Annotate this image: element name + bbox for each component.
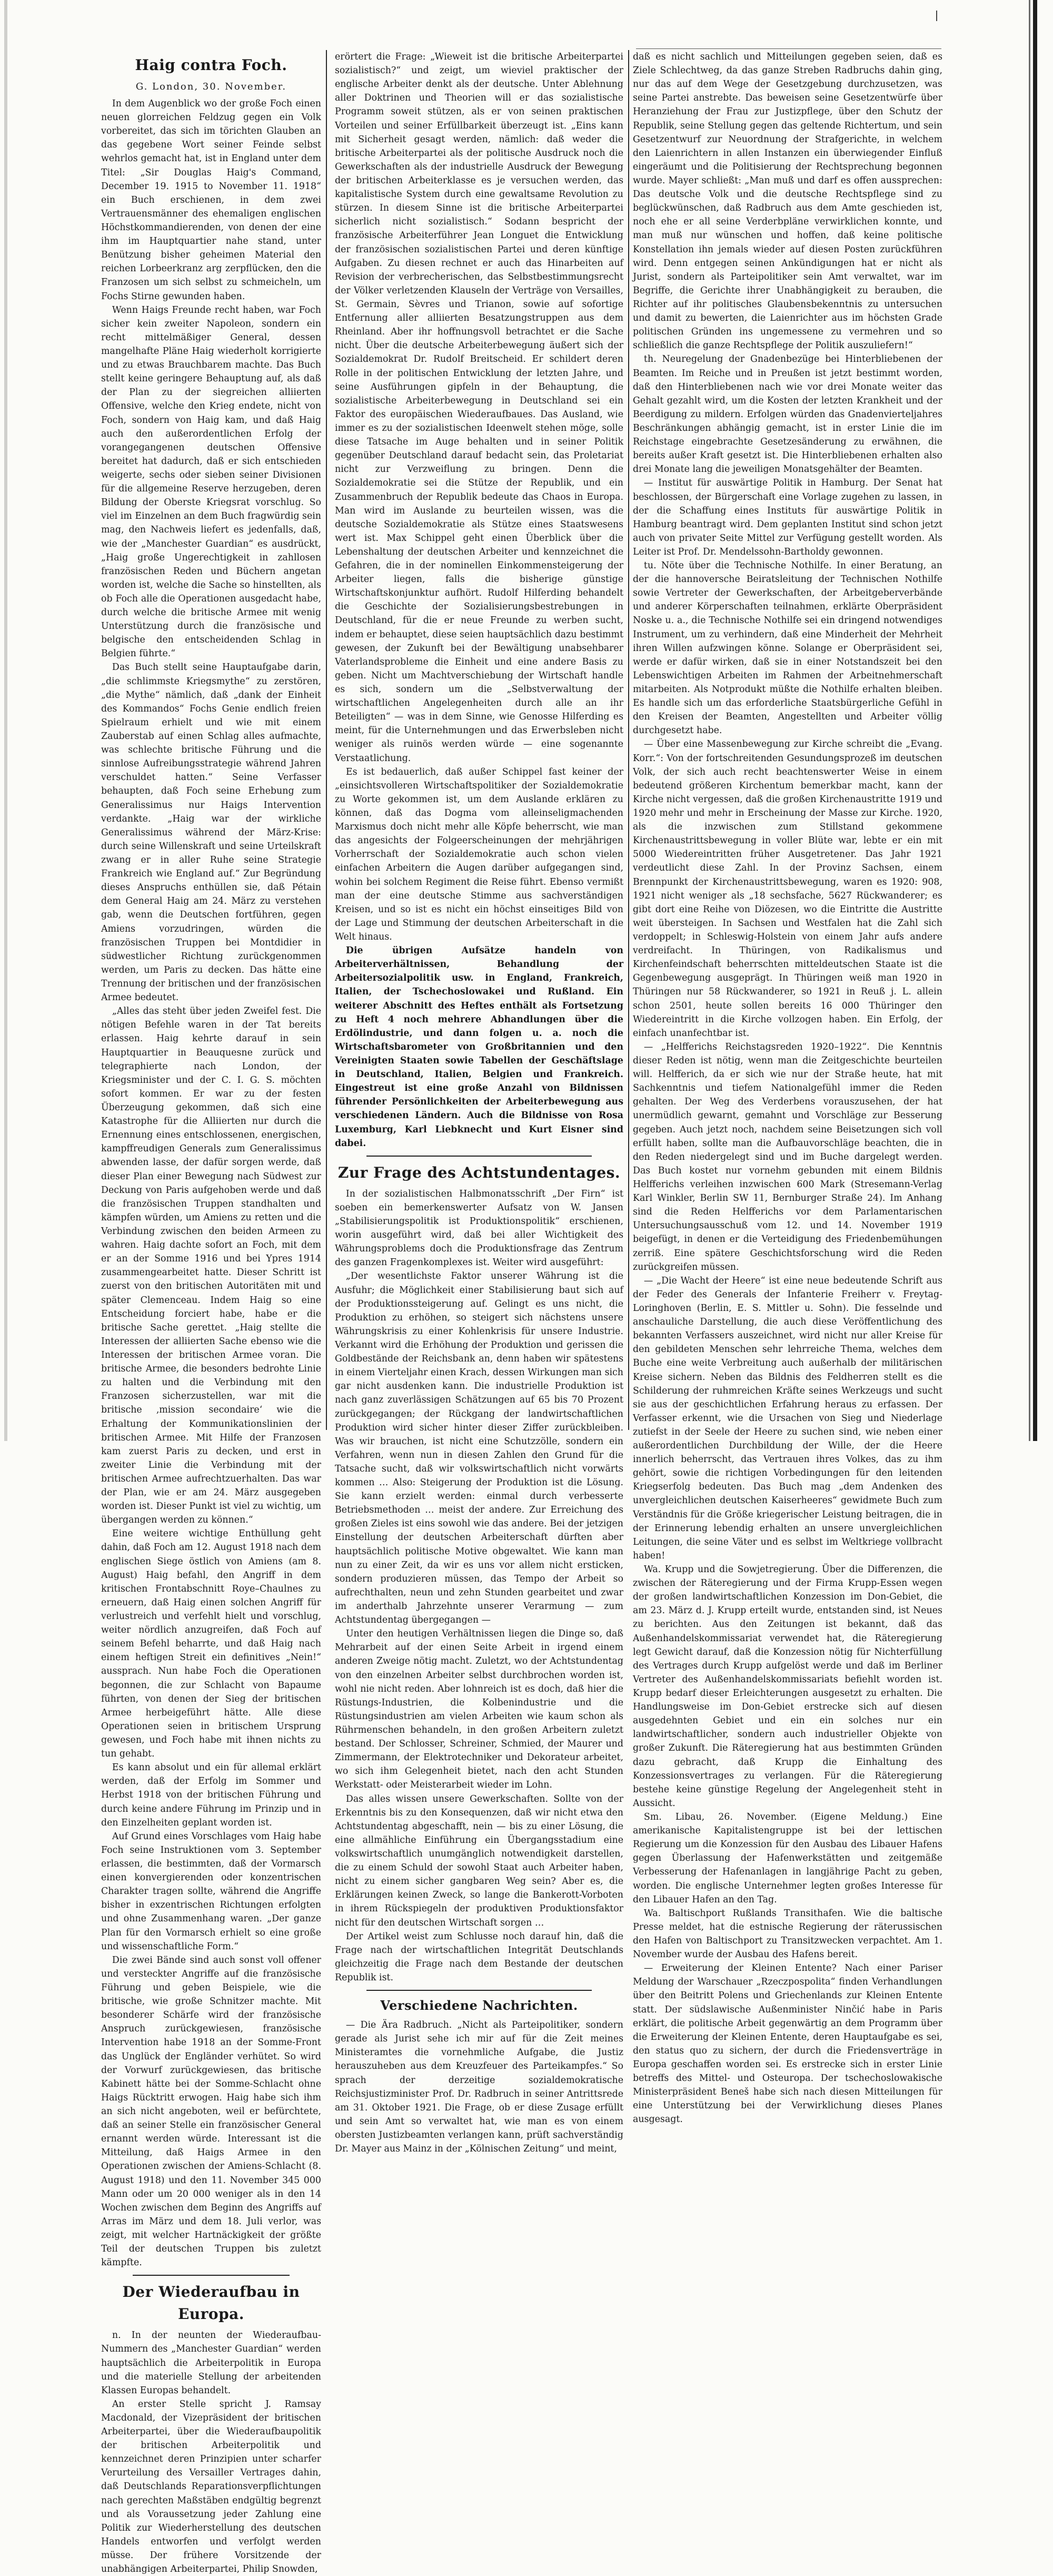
paragraph: Wenn Haigs Freunde recht haben, war Foch sicher kein zweiter Napoleon, sondern ein recht mittelmäßiger General, dessen mangelhafte Pläne Haig wiederholt korrigierte und zu etwas Brauchbarem machte. Das Buch stellt keine geringere Behauptung auf, als daß der Plan zu der siegreichen alliierten Offensive, welche den Krieg endete, nicht von Foch, sondern von Haig kam, und daß Haig auch den außerordentlichen Erfolg der vorangegangenen deutschen Offensive bereitet hat dadurch, daß er sich entschieden weigerte, sechs oder sieben seiner Divisionen für die allgemeine Reserve herzugeben, deren Bildung der Oberste Kriegsrat vorschlug. So viel im Einzelnen an dem Buch fragwürdig sein mag, den Nachweis liefert es jedenfalls, daß, wie der „Manchester Guardian“ es ausdrückt, „Haig große Ungerechtigkeit in zahllosen französischen Reden und Büchern angetan worden ist, welche die Sache so hinstellten, als ob Foch alle die Operationen ausgedacht habe, durch welche die britische Armee mit wenig Unterstützung durch die französische und belgische den entscheidenden Schlag in Belgien führte.“ xyxy=(101,304,322,659)
scan-mark xyxy=(936,11,937,21)
paragraph: Auf Grund eines Vorschlages vom Haig habe Foch seine Instruktionen vom 3. September erlassen, die bestimmten, daß der Vormarsch einen konvergierenden oder konzentrischen Charakter tragen sollte, während die Angriffe bisher in exzentrischen Richtungen erfolgten und ohne Zusammenhang waren. „Der ganze Plan für den Vormarsch erhielt so eine große und wissenschaftliche Form.“ xyxy=(101,1831,321,1952)
paragraph: daß es nicht sachlich und Mitteilungen gegeben seien, daß es Ziele Schlechtweg, da das ganze Streben Radbruchs dahin ging, nur das auf dem Wege der Gesetzgebung durchzusetzen, was seine Partei anstrebte. Das beweisen seine Gesetzentwürfe über Heranziehung der Frau zur Justizpflege, über den Schutz der Republik, seine Stellung gegen das geltende Richtertum, und sein Gesetzentwurf zur Neuordnung der Strafgerichte, in welchem den Laienrichtern in allen Instanzen ein überwiegender Einfluß eingeräumt und die Politisierung der Rechtsprechung begonnen wurde. Mayer schließt: „Man muß und darf es offen aussprechen: Das deutsche Volk und die deutsche Rechtspflege sind zu beglückwünschen, daß Radbruch aus dem Amte geschieden ist, noch ehe er all seine Verderbpläne verwirklichen konnte, und man muß nur wünschen und hoffen, daß keine politische Konstellation ihn jemals wieder auf diesen Posten zurückführen wird. Denn entgegen seinen Ankündigungen hat er nicht als Jurist, sondern als Parteipolitiker sein Amt verwaltet, war im Begriffe, die Gerichte ihrer Unabhängigkeit zu berauben, die Richter auf ihr politisches Glaubensbekenntnis zu untersuchen und damit zu bewerten, die Laienrichter aus im höchsten Grade politischen Gründen ins ungemessene zu vermehren und so schließlich die ganze Rechtspflege der Politik auszuliefern!“ xyxy=(633,52,942,351)
paragraph: Sm. Libau, 26. November. (Eigene Meldung.) Eine amerikanische Kapitalistengruppe ist bei der lettischen Regierung um die Konzession für den Ausbau des Libauer Hafens gegen Überlassung der Hafenwerkstätten und zeitgemäße Verbesserung der Hafenanlagen in langjährige Pacht zu geben, worden. Die englische Unternehmer legten großes Interesse für den Libauer Hafen an den Tag. xyxy=(633,1812,942,1905)
paragraph: Wa. Baltischport Rußlands Transithafen. Wie die baltische Presse meldet, hat die estnische Regierung der räterussischen den Hafen von Baltischport zu Transitzwecken verpachtet. Am 1. November wurde der Ausbau des Hafens bereit. xyxy=(633,1908,942,1960)
column-1 xyxy=(101,50,322,2575)
paragraph: erörtert die Frage: „Wieweit ist die britische Arbeiterpartei sozialistisch?“ und zeigt, um wieviel praktischer der englische Arbeiter denkt als der deutsche. Unter Ablehnung aller Doktrinen und Theorien will er das sozialistische Programm soweit stützen, als er von seinen praktischen Vorteilen und seiner Erfüllbarkeit überzeugt ist. „Eins kann mit Sicherheit gesagt werden, nämlich: daß weder die britische Arbeiterpartei als der politische Ausdruck noch die Gewerkschaften als der industrielle Ausdruck der Bewegung der britischen Arbeiterklasse es je versuchen werden, das kapitalistische System durch eine gewaltsame Revolution zu stürzen. In diesem Sinne ist die britische Arbeiterpartei sicherlich nicht sozialistisch.“ Sodann bespricht der französische Arbeiterführer Jean Longuet die Entwicklung der französischen sozialistischen Partei und deren künftige Aufgaben. Zu diesen rechnet er auch das Hinarbeiten auf Revision der verbrecherischen, das Selbstbestimmungsrecht der Völker verletzenden Klauseln der Verträge von Versailles, St. Germain, Sèvres und Trianon, sowie auf sofortige Entfernung aller alliierten Besatzungstruppen aus dem Rheinland. Aber ihr hoffnungsvoll betrachtet er die Sache nicht. Über die deutsche Arbeiterbewegung äußert sich der Sozialdemokrat Dr. Rudolf Breitscheid. Er schildert deren Rolle in der politischen Entwicklung der letzten Jahre, und seine Ausführungen gipfeln in der Behauptung, die sozialistische Arbeiterbewegung in Deutschland sei ein Faktor des europäischen Wiederaufbaues. Das Ausland, wie immer es zu der sozialistischen Ideenwelt stehen möge, solle diese Tatsache im Auge behalten und in seiner Politik gegenüber Deutschland darauf bedacht sein, das Proletariat nicht zur Verzweiflung zu bringen. Denn die Sozialdemokratie sei die Stütze der Republik, und ein Zusammenbruch der Republik bedeute das Chaos in Europa. Man wird im Auslande zu beurteilen wissen, was die deutsche Sozialdemokratie als Stütze eines Staatswesens wert ist. Max Schippel geht einen Überblick über die Lebenshaltung der deutschen Arbeiter und kennzeichnet die Gefahren, die in der nominellen Einkommensteigerung der Arbeiter liegen, falls die bisherige günstige Wirtschaftskonjunktur aufhört. Rudolf Hilferding behandelt die Geschichte der Sozialisierungsbestrebungen in Deutschland, für die er neue Freunde zu werben sucht, indem er behauptet, diese seien hauptsächlich dazu bestimmt gewesen, der Zukunft bei der Bewältigung unabsehbarer Vaterlandsprobleme die Einheit und eine andere Basis zu geben. Nicht um Machtverschiebung der Wirtschaft handle es sich, sondern um die „Selbstverwaltung der wirtschaftlichen Angelegenheiten durch alle an ihr Beteiligten“ — was in dem Sinne, wie Genosse Hilferding es meint, für die Unternehmungen und das Erwerbsleben nicht weniger als ruinös werden würde — eine sogenannte Verstaatlichung. xyxy=(335,52,623,764)
paragraph: Unter den heutigen Verhältnissen liegen die Dinge so, daß Mehrarbeit auf der einen Seite Arbeit in irgend einem anderen Zweige nötig macht. Zuletzt, wo der Achtstundentag von den einzelnen Arbeiter selbst durchbrochen worden ist, wohl nie nicht reden. Aber lohnreich ist es doch, daß hier die Rüstungs-Industrien, die Kolbenindustrie und die Rüstungsindustrien am vielen Arbeiten wie kaum schon als Rührmenschen behandeln, in den großen Arbeitern zuletzt bestand. Der Schlosser, Schreiner, Schmied, der Maurer und Zimmermann, der Elektrotechniker und Dekorateur arbeitet, wo sich ihm Gelegenheit bietet, nach den acht Stunden Werkstatt- oder Meisterarbeit wieder im Lohn. xyxy=(335,1628,623,1791)
column-2 xyxy=(335,50,623,2155)
article-title: Verschiedene Nachrichten. xyxy=(380,1998,578,2014)
dateline: G. London, 30. November. xyxy=(135,81,287,92)
paragraph: Die zwei Bände sind auch sonst voll offener und versteckter Angriffe auf die französische Führung und geben Beispiele, wie die britische, wie große Schnitzer machte. Mit besonderer Schärfe wird der französische Anspruch zurückgewiesen, französische Intervention habe 1918 an der Somme-Front das Unglück der Engländer verhütet. So wird der Vorwurf zurückgewiesen, das britische Kabinett hätte bei der Somme-Schlacht ohne Haigs Rücktritt erwogen. Haig habe sich ihm an sich nicht angeboten, weil er befürchtete, daß an seiner Stelle ein französischer General ernannt werden würde. Interessant ist die Mitteilung, daß Haigs Armee in den Operationen zwischen der Amiens-Schlacht (8. August 1918) und den 11. November 345 000 Mann oder um 20 000 weniger als in den 14 Wochen zwischen dem Beginn des Angriffs auf Arras im März und dem 18. Juli verlor, was zeigt, mit welcher Hartnäckigkeit der größte Teil der deutschen Truppen bis zuletzt kämpfte. xyxy=(101,1955,321,2268)
column-rule xyxy=(628,50,629,1430)
paragraph: — Erweiterung der Kleinen Entente? Nach einer Pariser Meldung der Warschauer „Rzeczpospolita“ finden Verhandlungen über den Beitritt Polens und Griechenlands zur Kleinen Entente statt. Der südslawische Außenminister Ninčić habe in Paris erklärt, die politische Arbeit gegenwärtig an dem Programm über die Erweiterung der Kleinen Entente, deren Hauptaufgabe es sei, den status quo zu sichern, der durch die Friedensverträge in Europa geschaffen worden sei. Es erstrecke sich in erster Linie betreffs des Mittel- und Osteuropa. Der tschechoslowakische Ministerpräsident Beneš habe sich nach diesen Mitteilungen für eine Unterstützung bei der Verwirklichung dieses Planes ausgesagt. xyxy=(633,1963,942,2125)
article-title: Der Wiederaufbau in Europa. xyxy=(122,2283,300,2323)
top-rule xyxy=(636,48,941,49)
paragraph: Wa. Krupp und die Sowjetregierung. Über die Differenzen, die zwischen der Räteregierung und der Firma Krupp-Essen wegen der großen landwirtschaftlichen Konzession im Don-Gebiet, die am 23. März d. J. Krupp erteilt wurde, entstanden sind, ist Neues zu berichten. Aus den Zeitungen ist bekannt, daß das Außenhandelskommissariat verwendet hat, die Räteregierung legt Gewicht darauf, daß die Konzession nötig für Nichterfüllung des Vertrages durch Krupp aufgelöst werde und daß im Berliner Vertreter des Außenhandelskommissariats befiehlt worden ist. Krupp bedarf dieser Erleichterungen ausgesetzt zu erhalten. Die Handlungsweise im Don-Gebiet erstrecke sich auf diesen ausgedehnten Gebiet und ein ein solches nur ein landwirtschaftlicher, sondern auch industrieller Objekte von großer Zukunft. Die Räteregierung hat aus bestimmten Gründen dazu gebracht, daß Krupp die Einhaltung des Konzessionsvertrages zu verlangen. Für die Räteregierung bestehe keine günstige Regelung der Angelegenheit steht in Aussicht. xyxy=(633,1564,942,1809)
scan-left-edge xyxy=(4,0,7,1441)
column-rule xyxy=(326,50,327,1430)
paragraph: th. Neuregelung der Gnadenbezüge bei Hinterbliebenen der Beamten. Im Reiche und in Preußen ist jetzt bestimmt worden, daß den Hinterbliebenen nach wie vor drei Monate weiter das Gehalt gezahlt wird, um die Kosten der letzten Krankheit und der Beerdigung zu mildern. Erfolgen würden das Gnadenvierteljahres Beschränkungen abhängig gemacht, ist in erster Linie die im Reichstage eingebrachte Gesetzesänderung zu erwähnen, die bereits außer Kraft gesetzt ist. Die Hinterbliebenen erhalten also drei Monate lang die jeweiligen Monatsgehälter der Beamten. xyxy=(633,354,942,475)
article-title: Zur Frage des Achtstundentages. xyxy=(337,1163,621,1181)
paragraph: In der sozialistischen Halbmonatsschrift „Der Firn“ ist soeben ein bemerkenswerter Aufsatz von W. Jansen „Stabilisierungspolitik ist Produktionspolitik“ erschienen, worin ausgeführt wird, daß bei aller Wichtigkeit des Währungsproblems doch die Produktionsfrage das Zentrum des ganzen Fragenkomplexes ist. Weiter wird ausgeführt: xyxy=(335,1188,623,1268)
section-divider xyxy=(366,1156,592,1157)
paragraph: Der Artikel weist zum Schlusse noch darauf hin, daß die Frage nach der wirtschaftlichen Integrität Deutschlands gleichzeitig die Frage nach dem Bestande der deutschen Republik ist. xyxy=(335,1931,623,1983)
paragraph: — „Die Wacht der Heere“ ist eine neue bedeutende Schrift aus der Feder des Generals der Infanterie Freiherr v. Freytag-Loringhoven (Berlin, E. S. Mittler u. Sohn). Die fesselnde und anschauliche Darstellung, die auch diese Veröffentlichung des bekannten Verfassers auszeichnet, wird nicht nur aller Kreise für den gebildeten Menschen sehr lehrreiche Thema, welches dem Buche eine weite Verbreitung auch außerhalb der militärischen Kreise sichern. Neben das Bildnis des Feldherren stellt es die Schilderung der ruhmreichen Kräfte seines Werkzeugs und sucht sie aus der geschichtlichen Erfahrung heraus zu erfassen. Der Verfasser erkennt, wie die Ursachen von Sieg und Niederlage zutiefst in der Seele der Heere zu suchen sind, wie neben einer außerordentlichen Durchbildung der Wille, der die Heere innerlich beherrscht, das Vertrauen ihres Volkes, das zu ihm gehört, sowie die richtigen Vorbedingungen für den leitenden Kriegserfolg bedeuten. Das Buch mag „dem Andenken des unvergleichlichen deutschen Kaiserheeres“ gewidmete Buch zum Verständnis für die Größe kriegerischer Leistung beitragen, die in der Erinnerung lebendig erhalten an unsere unvergleichlichen Leitungen, die seine Väter und es selbst im Weltkriege vollbracht haben! xyxy=(633,1275,942,1561)
paragraph: An erster Stelle spricht J. Ramsay Macdonald, der Vizepräsident der britischen Arbeiterpartei, über die Wiederaufbaupolitik der britischen Arbeiterpolitik und kennzeichnet deren Prinzipien unter scharfer Verurteilung des Versailler Vertrages dahin, daß Deutschlands Reparationsverpflichtungen nach gerechten Maßstäben endgültig begrenzt und als Voraussetzung jeder Zahlung eine Politik zur Wiederherstellung des deutschen Handels entworfen und verfolgt werden müsse. Der frühere Vorsitzende der unabhängigen Arbeiterpartei, Philip Snowden, xyxy=(101,2399,321,2575)
paragraph: „Der wesentlichste Faktor unserer Währung ist die Ausfuhr; die Möglichkeit einer Stabilisierung baut sich auf der Produktionssteigerung auf. Gelingt es uns nicht, die Produktion zu erhöhen, so steigert sich nächstens unsere Währungskrisis zu einer Kohlenkrisis für unsere Industrie. Verkannt wird die Erhöhung der Produktion und gerissen die Goldbestände der Reichsbank an, denn haben wir spätestens in einem Vierteljahr einen Krach, dessen Wirkungen man sich gar nicht ausdenken kann. Die industrielle Produktion ist nach ganz zuverlässigen Schätzungen auf 65 bis 70 Prozent zurückgegangen; der Rückgang der landwirtschaftlichen Produktion wird sicher hinter dieser Ziffer zurückbleiben. Was wir brauchen, ist nicht eine Schutzzölle, sondern ein Verfahren, wenn nun in diesen Zahlen den Grund für die Tatsache sucht, daß wir volkswirtschaftlich nicht vorwärts kommen … Also: Steigerung der Produktion ist die Lösung. Sie kann erzielt werden: einmal durch verbesserte Betriebsmethoden … meist der andere. Zur Erreichung des großen Zieles ist eins sowohl wie das andere. Bei der jetzigen Einstellung der deutschen Arbeiterschaft dürften aber hauptsächlich politische Motive obgewaltet. Wie kann man nun zu einer Zeit, da wir es uns vor allem nicht ersticken, sondern produzieren müssen, das Tempo der Arbeit so aufrechthalten, neun und zehn Stunden gearbeitet und zwar im anderthalb Jahrzehnte unserer Verarmung — zum Achtstundentag übergegangen — xyxy=(335,1271,623,1626)
paragraph: — Über eine Massenbewegung zur Kirche schreibt die „Evang. Korr.“: Von der fortschreitenden Gesundungsprozeß im deutschen Volk, der sich auch recht beachtenswerter Weise in einem bedeutend größeren Kirchentum bemerkbar macht, kann der Kirche nicht vergessen, daß die großen Kirchenaustritte 1919 und 1920 mehr und mehr in Erscheinung der Masse zur Kirche. 1920, als die inzwischen zum Stillstand gekommene Kirchenaustrittsbewegung in voller Blüte war, lebte er ein mit 5000 Wiedereintritten früher Ausgetretener. Das Jahr 1921 verdeutlicht diese Zahl. In der Provinz Sachsen, einem Brennpunkt der Kirchenaustrittsbewegung, waren es 1920: 908, 1921 nicht weniger als „18 sechsfache, 5627 Rückwanderer; es gibt dort eine Reihe von Diözesen, wo die Eintritte die Austritte weit übersteigen. In Sachsen und Westfalen hat die Zahl sich verdoppelt; in Schleswig-Holstein von einem Jahr aufs andere verdreifacht. In Thüringen, von Radikalismus und Kirchenfeindschaft beherrschten mitteldeutschen Staate ist die Gegenbewegung ausgeprägt. In Thüringen weiß man 1920 in Thüringen nur 58 Rückwanderer, so 1921 in Reuß j. L. allein schon 2501, heute sollen bereits 16 000 Thüringer den Wiedereintritt in die Kirche vollzogen haben. Ein Erfolg, der einfach unanfechtbar ist. xyxy=(633,739,942,1039)
paragraph: — „Helfferichs Reichstagsreden 1920–1922“. Die Kenntnis dieser Reden ist nötig, wenn man die Zeitgeschichte beurteilen will. Helfferich, da er sich wie nur der Straße heute, hat mit Sachkenntnis und tiefem Nationalgefühl immer die Reden gehalten. Der Weg des Verderbens vorauszusehen, der hat unermüdlich gewarnt, gemahnt und Vorschläge zur Besserung gegeben. Auch jetzt noch, nachdem seine Beisetzungen sich voll erfüllt haben, sollte man die Aufbauvorschläge beachten, die in den Reden niedergelegt sind und im Buche dargelegt werden. Das Buch kostet nur vornehm gebunden mit einem Bildnis Helfferichs verleihen inzwischen 600 Mark (Stresemann-Verlag Karl Winkler, Berlin SW 11, Bernburger Straße 24). Im Anhang sind die Reden Helfferichs vor dem Parlamentarischen Untersuchungsausschuß vom 12. und 14. November 1919 beigefügt, in denen er die Verteidigung des Friedenbemühungen zerriß. Eine spätere Geschichtsforschung wird die Reden zurückgreifen müssen. xyxy=(633,1041,942,1272)
paragraph: — Die Ära Radbruch. „Nicht als Parteipolitiker, sondern gerade als Jurist sehe ich mir auf für die Zeit meines Ministeramtes die vornehmliche Aufgabe, die Justiz herauszuheben aus dem Kreuzfeuer des Parteikampfes.“ So sprach der derzeitige sozialdemokratische Reichsjustizminister Prof. Dr. Radbruch in seiner Antrittsrede am 31. Oktober 1921. Die Frage, ob er diese Zusage erfüllt und sein Amt so verwaltet hat, wie man es von einem obersten Justizbeamten verlangen kann, prüft sachverständig Dr. Mayer aus Mainz in der „Kölnischen Zeitung“ und meint, xyxy=(335,2020,623,2155)
paragraph: „Alles das steht über jeden Zweifel fest. Die nötigen Befehle waren in der Tat bereits erlassen. Haig kehrte darauf in sein Hauptquartier in Beauquesne zurück und telegraphierte nach London, der Kriegsminister und der C. I. G. S. möchten sofort kommen. Er war zu der festen Überzeugung gekommen, daß sich eine Katastrophe für die Alliierten nur durch die Ernennung eines entschlossenen, energischen, kampffreudigen Generals zum Generalissimus abwenden lasse, der dafür sorgen werde, daß dieser Plan einer Bewegung nach Südwest zur Deckung von Paris aufgehoben werde und daß die französischen Truppen standhalten und kämpfen würden, um Amiens zu retten und die Verbindung zwischen den beiden Armeen zu wahren. Haig dachte sofort an Foch, mit dem er an der Somme 1916 und bei Ypres 1914 zusammengearbeitet hatte. Dieser Schritt ist zuerst von den britischen Autoritäten mit und später Clemenceau. Indem Haig so eine Entscheidung forciert habe, habe er die britische Sache gerettet. „Haig stellte die Interessen der alliierten Sache ebenso wie die Interessen der britischen Armee voran. Die britische Armee, die besonders bedrohte Linie zu halten und die Verbindung mit den Franzosen sicherzustellen, war mit die britische ‚mission secondaire‘ wie die Erhaltung der Kommunikationslinien der britischen Armee. Mit Hilfe der Franzosen kam zuerst Paris zu decken, und erst in zweiter Linie die Verbindung mit der britischen Armee aufrechtzuerhalten. Das war der Plan, wie er am 24. März ausgegeben worden ist. Dieser Punkt ist viel zu wichtig, um übergangen werden zu können.“ xyxy=(101,1006,321,1526)
section-divider xyxy=(133,2275,290,2276)
paragraph: Es ist bedauerlich, daß außer Schippel fast keiner der „einsichtsvolleren Wirtschaftspolitiker der Sozialdemokratie zu Worte gekommen ist, um dem Auslande erklären zu können, daß das Dogma vom alleinseligmachenden Marxismus doch nicht mehr alle Köpfe beherrscht, wie man das angesichts der Folgeerscheinungen der mehrjährigen Vorherrschaft der Sozialdemokratie auch schon vielen einfachen Arbeitern die Augen darüber aufgegangen sind, wohin bei solchem Regiment die Reise führt. Ebenso vermißt man der eine deutsche Stimme aus sachverständigen Kreisen, und so ist es nicht ein höchst einseitiges Bild von der Lage und Stimmung der deutschen Arbeiterschaft in die Welt hinaus. xyxy=(335,766,623,942)
paragraph: — Institut für auswärtige Politik in Hamburg. Der Senat hat beschlossen, der Bürgerschaft eine Vorlage zugehen zu lassen, in der die Schaffung eines Instituts für auswärtige Politik in Hamburg beantragt wird. Dem geplanten Institut sind schon jetzt auch von privater Seite Mittel zur Verfügung gestellt worden. Als Leiter ist Prof. Dr. Mendelssohn-Bartholdy gewonnen. xyxy=(633,478,942,557)
paragraph: Das Buch stellt seine Hauptaufgabe darin, „die schlimmste Kriegsmythe“ zu zerstören, „die Mythe“ nämlich, daß „dank der Einheit des Kommandos“ Fochs Genie endlich freien Spielraum erhielt und wie mit einem Zauberstab auf einen Schlag alles aufmachte, was schlechte britische Führung und die sinnlose Aufreibungsstrategie während Jahren verschuldet hatten.“ Seine Verfasser behaupten, daß Foch seine Erhebung zum Generalissimus nur Haigs Intervention verdankte. „Haig war der wirkliche Generalissimus während der März-Krise: durch seine Willenskraft und seine Urteilskraft zwang er in aller Ruhe seine Strategie Frankreich wie England auf.“ Zur Begründung dieses Anspruchs enthüllen sie, daß Pétain dem General Haig am 24. März zu verstehen gab, wenn die Deutschen fortführen, gegen Amiens vorzudringen, würden die französischen Truppen bei Montdidier in südwestlicher Richtung zurückgenommen werden, um Paris zu decken. Das hätte eine Trennung der britischen und der französischen Armee bedeutet. xyxy=(101,662,321,1003)
paragraph: Eine weitere wichtige Enthüllung geht dahin, daß Foch am 12. August 1918 nach dem englischen Siege östlich von Amiens (am 8. August) Haig befahl, den Angriff in dem kritischen Frontabschnitt Roye–Chaulnes zu erneuern, daß Haig einen solchen Angriff für verlustreich und verfehlt hielt und vorschlug, weiter nördlich anzugreifen, daß Foch auf seinem Befehl beharrte, und daß Haig nach einem heftigen Streit ein definitives „Nein!“ aussprach. Nun habe Foch die Operationen begonnen, die zur Schlacht von Bapaume führten, von denen der Sieg der britischen Armee herbeigeführt hätte. Alle diese Operationen seien in britischem Ursprung gewesen, und Foch habe mit ihnen nichts zu tun gehabt. xyxy=(101,1528,321,1760)
column-3 xyxy=(633,50,942,2125)
scan-right-edge-shadow xyxy=(1029,0,1030,1441)
paragraph: Es kann absolut und ein für allemal erklärt werden, daß der Erfolg im Sommer und Herbst 1918 von der britischen Führung und durch keine andere Führung im Prinzip und in den Einzelheiten geplant worden ist. xyxy=(101,1762,321,1828)
paragraph: In dem Augenblick wo der große Foch einen neuen glorreichen Feldzug gegen ein Volk vorbereitet, das sich im törichten Glauben an das gegebene Wort seiner Feinde selbst wehrlos gemacht hat, ist in England unter dem Titel: „Sir Douglas Haig's Command, December 19. 1915 to November 11. 1918“ ein Buch erschienen, in dem zwei Vertrauensmänner des ehemaligen englischen Höchstkommandierenden, von denen der eine ihm im Hauptquartier nahe stand, unter Benützung bisher geheimen Material den reichen Lorbeerkranz arg zerpflücken, den die Franzosen um sich selbst zu schmeicheln, um Fochs Stirne gewunden haben. xyxy=(101,98,321,302)
section-divider xyxy=(366,1990,592,1991)
scan-right-edge xyxy=(1033,0,1037,1441)
article-title: Haig contra Foch. xyxy=(135,56,287,74)
paragraph: tu. Nöte über die Technische Nothilfe. In einer Beratung, an der die hannoversche Beiratsleitung der Technischen Nothilfe sowie Vertreter der Gewerkschaften, der Arbeitgeberverbände und anderer Körperschaften teilnahmen, erklärte Oberpräsident Noske u. a., die Technische Nothilfe sei ein dringend notwendiges Instrument, um zu verhindern, daß eine Minderheit der Mehrheit ihren Willen aufzwingen könne. Solange er Oberpräsident sei, werde er dafür wirken, daß sie in einer Notstandszeit bei den Lebenswichtigen Arbeiten im Rahmen der Arbeitnehmerschaft mitarbeiten. Als Notprodukt müßte die Nothilfe erhalten bleiben. Es handle sich um das erforderliche Staatsbürgerliche Gefühl in den Kreisen der Beamten, Angestellten und Arbeiter völlig durchgesetzt habe. xyxy=(633,560,942,736)
paragraph: n. In der neunten der Wiederaufbau-Nummern des „Manchester Guardian“ werden hauptsächlich die Arbeiterpolitik in Europa und die materielle Stellung der arbeitenden Klassen Europas behandelt. xyxy=(101,2330,321,2396)
paragraph: Die übrigen Aufsätze handeln von Arbeiterverhältnissen, Behandlung der Arbeitersozialpolitik usw. in England, Frankreich, Italien, der Tschechoslowakei und Rußland. Ein weiterer Abschnitt des Heftes enthält als Fortsetzung zu Heft 4 noch mehrere Abhandlungen über die Erdölindustrie, und dann folgen u. a. noch die Wirtschaftsbarometer von Großbritannien und den Vereinigten Staaten sowie Tabellen der Geschäftslage in Deutschland, Italien, Belgien und Frankreich. Eingestreut ist eine große Anzahl von Bildnissen führender Persönlichkeiten der Arbeiterbewegung aus verschiedenen Ländern. Auch die Bildnisse von Rosa Luxemburg, Karl Liebknecht und Kurt Eisner sind dabei. xyxy=(335,945,623,1149)
paragraph: Das alles wissen unsere Gewerkschaften. Sollte von der Erkenntnis bis zu den Konsequenzen, daß wir nicht etwa den Achtstundentag abgeschafft, nein — bis zu einer Lösung, die eine allmähliche Einführung ein Übergangsstadium eine volkswirtschaftlich unumgänglich notwendigkeit darstellen, die zu einem Schuld der sowohl Staat auch Arbeiter haben, nicht zu einem sicher gangbaren Weg sein? Aber es, die Erklärungen keinen Zweck, so lange die Bankerott-Vorboten in ihrem Rückspiegeln der produktiven Produktionsfaktor nicht für den deutschen Wirtschaft sorgen … xyxy=(335,1793,623,1928)
